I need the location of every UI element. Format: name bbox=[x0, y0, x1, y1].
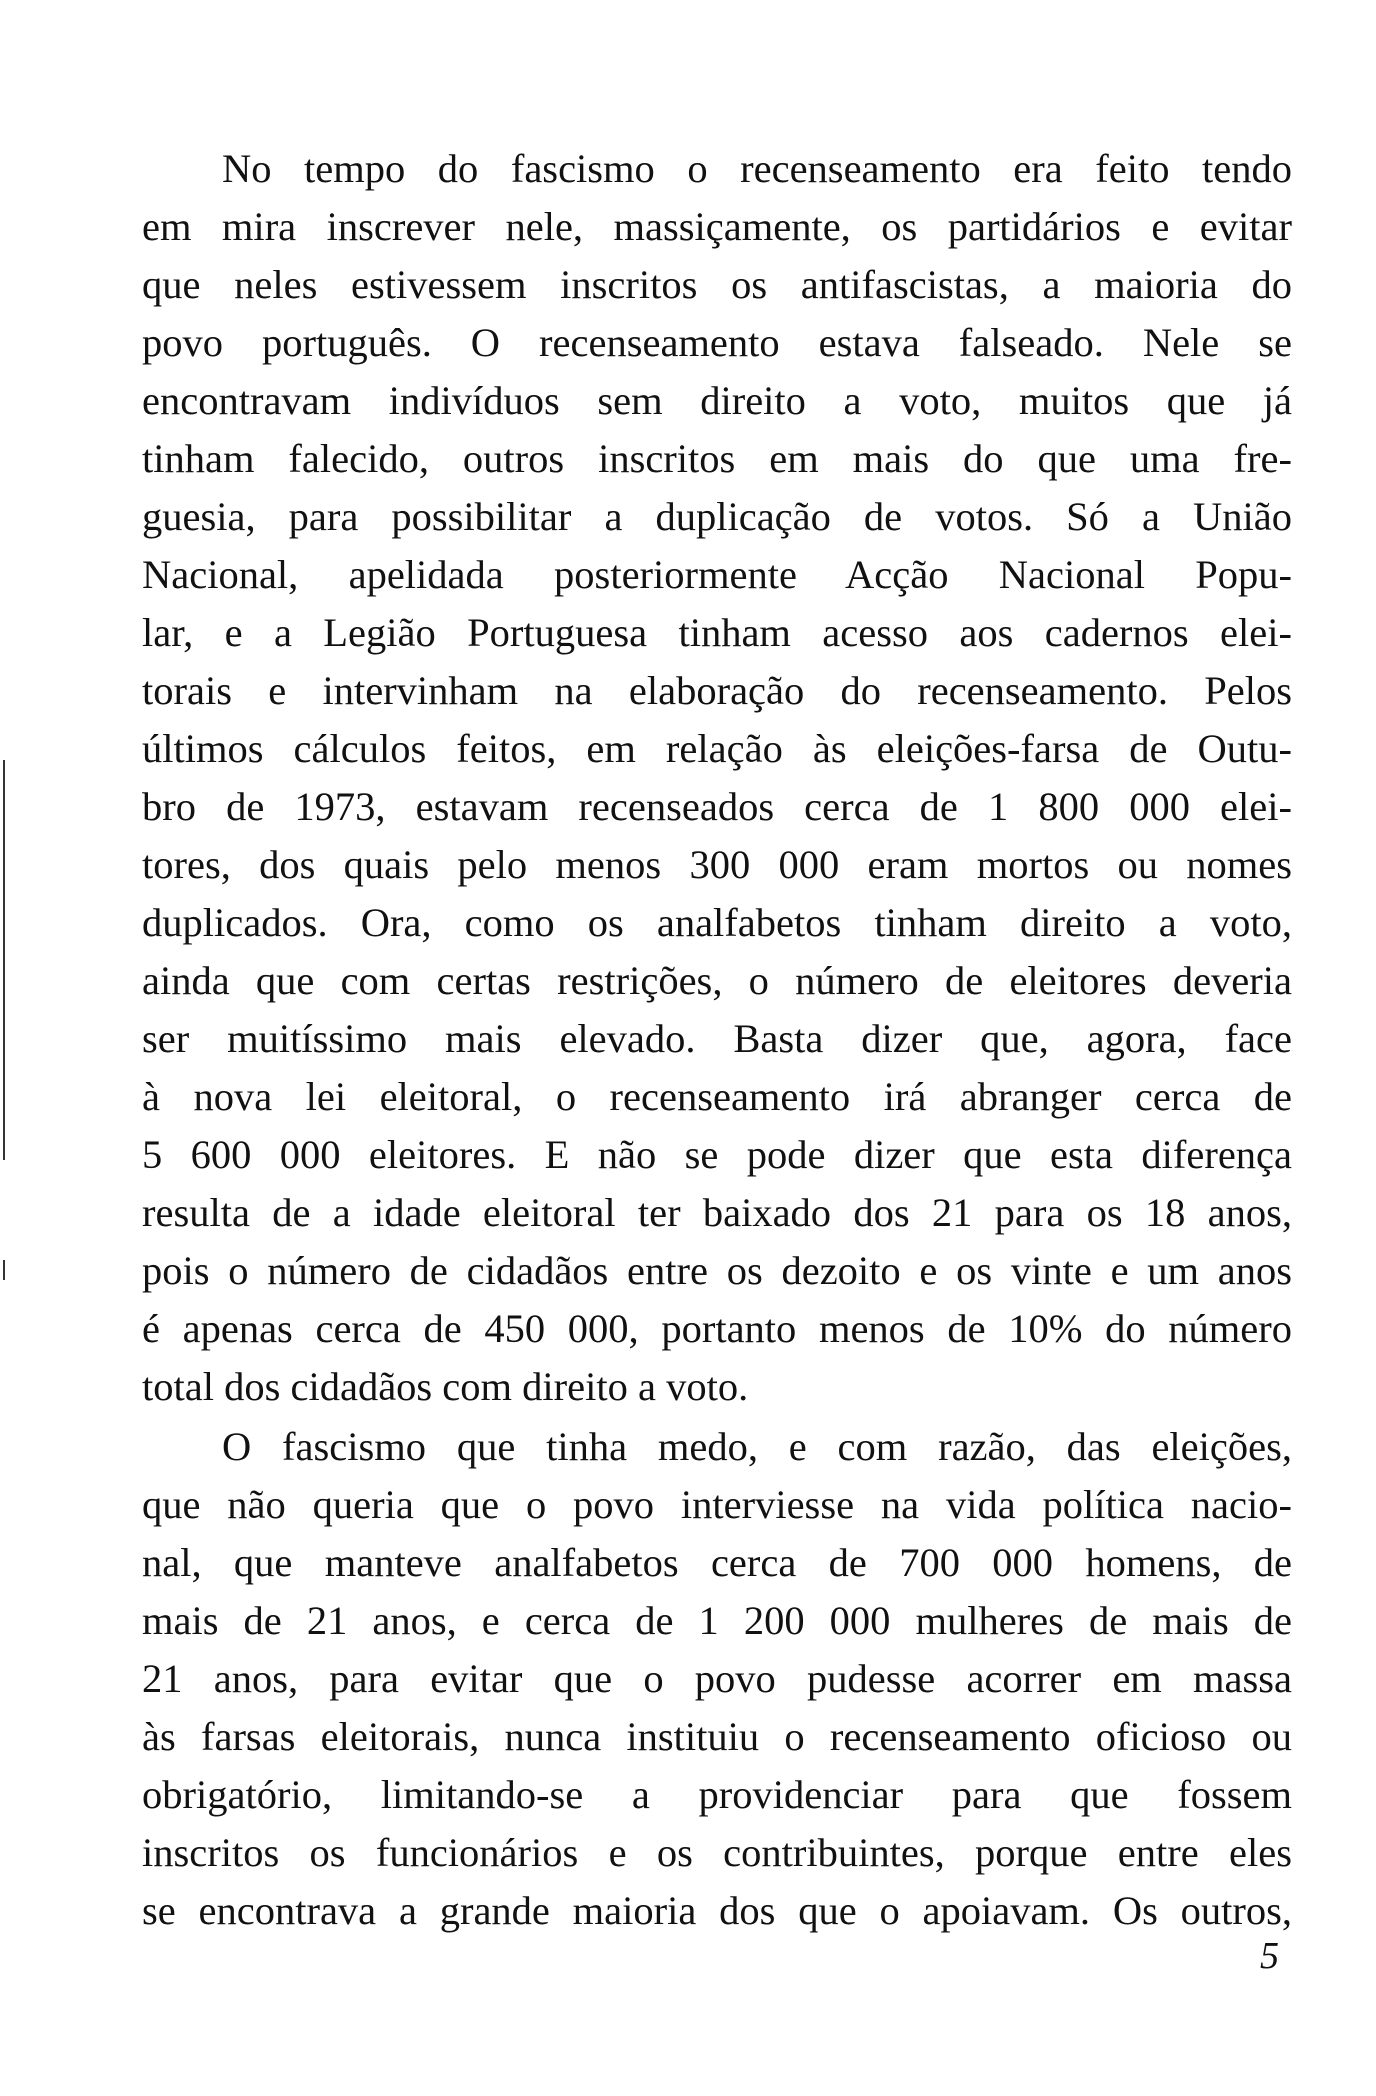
text-line: O fascismo que tinha medo, e com razão, das eleições, bbox=[222, 1424, 1292, 1469]
text-line: torais e intervinham na elaboração do recenseamento. Pelos bbox=[142, 668, 1292, 713]
text-line: últimos cálculos feitos, em relação às eleições-farsa de Outu- bbox=[142, 726, 1292, 771]
text-line: que neles estivessem inscritos os antifascistas, a maioria do bbox=[142, 262, 1292, 307]
text-line: No tempo do fascismo o recenseamento era feito tendo bbox=[222, 146, 1292, 191]
text-line: total dos cidadãos com direito a voto. bbox=[142, 1364, 749, 1409]
text-line: inscritos os funcionários e os contribuintes, porque entre eles bbox=[142, 1830, 1292, 1875]
text-line: guesia, para possibilitar a duplicação de votos. Só a União bbox=[142, 494, 1292, 539]
text-line: tores, dos quais pelo menos 300 000 eram mortos ou nomes bbox=[142, 842, 1292, 887]
page-number: 5 bbox=[1260, 1935, 1279, 1977]
text-line: Nacional, apelidada posteriormente Acção Nacional Popu- bbox=[142, 552, 1292, 597]
text-line: encontravam indivíduos sem direito a voto, muitos que já bbox=[142, 378, 1292, 423]
paragraph-1 bbox=[142, 140, 1292, 1416]
text-line: mais de 21 anos, e cerca de 1 200 000 mulheres de mais de bbox=[142, 1598, 1292, 1643]
text-line: duplicados. Ora, como os analfabetos tinham direito a voto, bbox=[142, 900, 1292, 945]
text-line: é apenas cerca de 450 000, portanto menos de 10% do número bbox=[142, 1306, 1292, 1351]
text-line: tinham falecido, outros inscritos em mais do que uma fre- bbox=[142, 436, 1292, 481]
text-line: ser muitíssimo mais elevado. Basta dizer que, agora, face bbox=[142, 1016, 1292, 1061]
text-line: nal, que manteve analfabetos cerca de 700 000 homens, de bbox=[142, 1540, 1292, 1585]
scan-margin-mark bbox=[3, 1260, 5, 1280]
page-body bbox=[142, 140, 1292, 1940]
text-line: 5 600 000 eleitores. E não se pode dizer que esta diferença bbox=[142, 1132, 1292, 1177]
text-line: 21 anos, para evitar que o povo pudesse acorrer em massa bbox=[142, 1656, 1292, 1701]
text-line: às farsas eleitorais, nunca instituiu o recenseamento oficioso ou bbox=[142, 1714, 1292, 1759]
text-line: pois o número de cidadãos entre os dezoito e os vinte e um anos bbox=[142, 1248, 1292, 1293]
text-line: lar, e a Legião Portuguesa tinham acesso aos cadernos elei- bbox=[142, 610, 1292, 655]
text-line: à nova lei eleitoral, o recenseamento irá abranger cerca de bbox=[142, 1074, 1292, 1119]
scan-margin-mark bbox=[3, 760, 5, 1160]
text-line: que não queria que o povo interviesse na vida política nacio- bbox=[142, 1482, 1292, 1527]
text-line: ainda que com certas restrições, o número de eleitores deveria bbox=[142, 958, 1292, 1003]
paragraph-2 bbox=[142, 1418, 1292, 1940]
text-line: se encontrava a grande maioria dos que o apoiavam. Os outros, bbox=[142, 1888, 1292, 1933]
text-line: obrigatório, limitando-se a providenciar para que fossem bbox=[142, 1772, 1292, 1817]
text-line: resulta de a idade eleitoral ter baixado dos 21 para os 18 anos, bbox=[142, 1190, 1292, 1235]
text-line: bro de 1973, estavam recenseados cerca de 1 800 000 elei- bbox=[142, 784, 1292, 829]
text-line: em mira inscrever nele, massiçamente, os partidários e evitar bbox=[142, 204, 1292, 249]
text-line: povo português. O recenseamento estava falseado. Nele se bbox=[142, 320, 1292, 365]
